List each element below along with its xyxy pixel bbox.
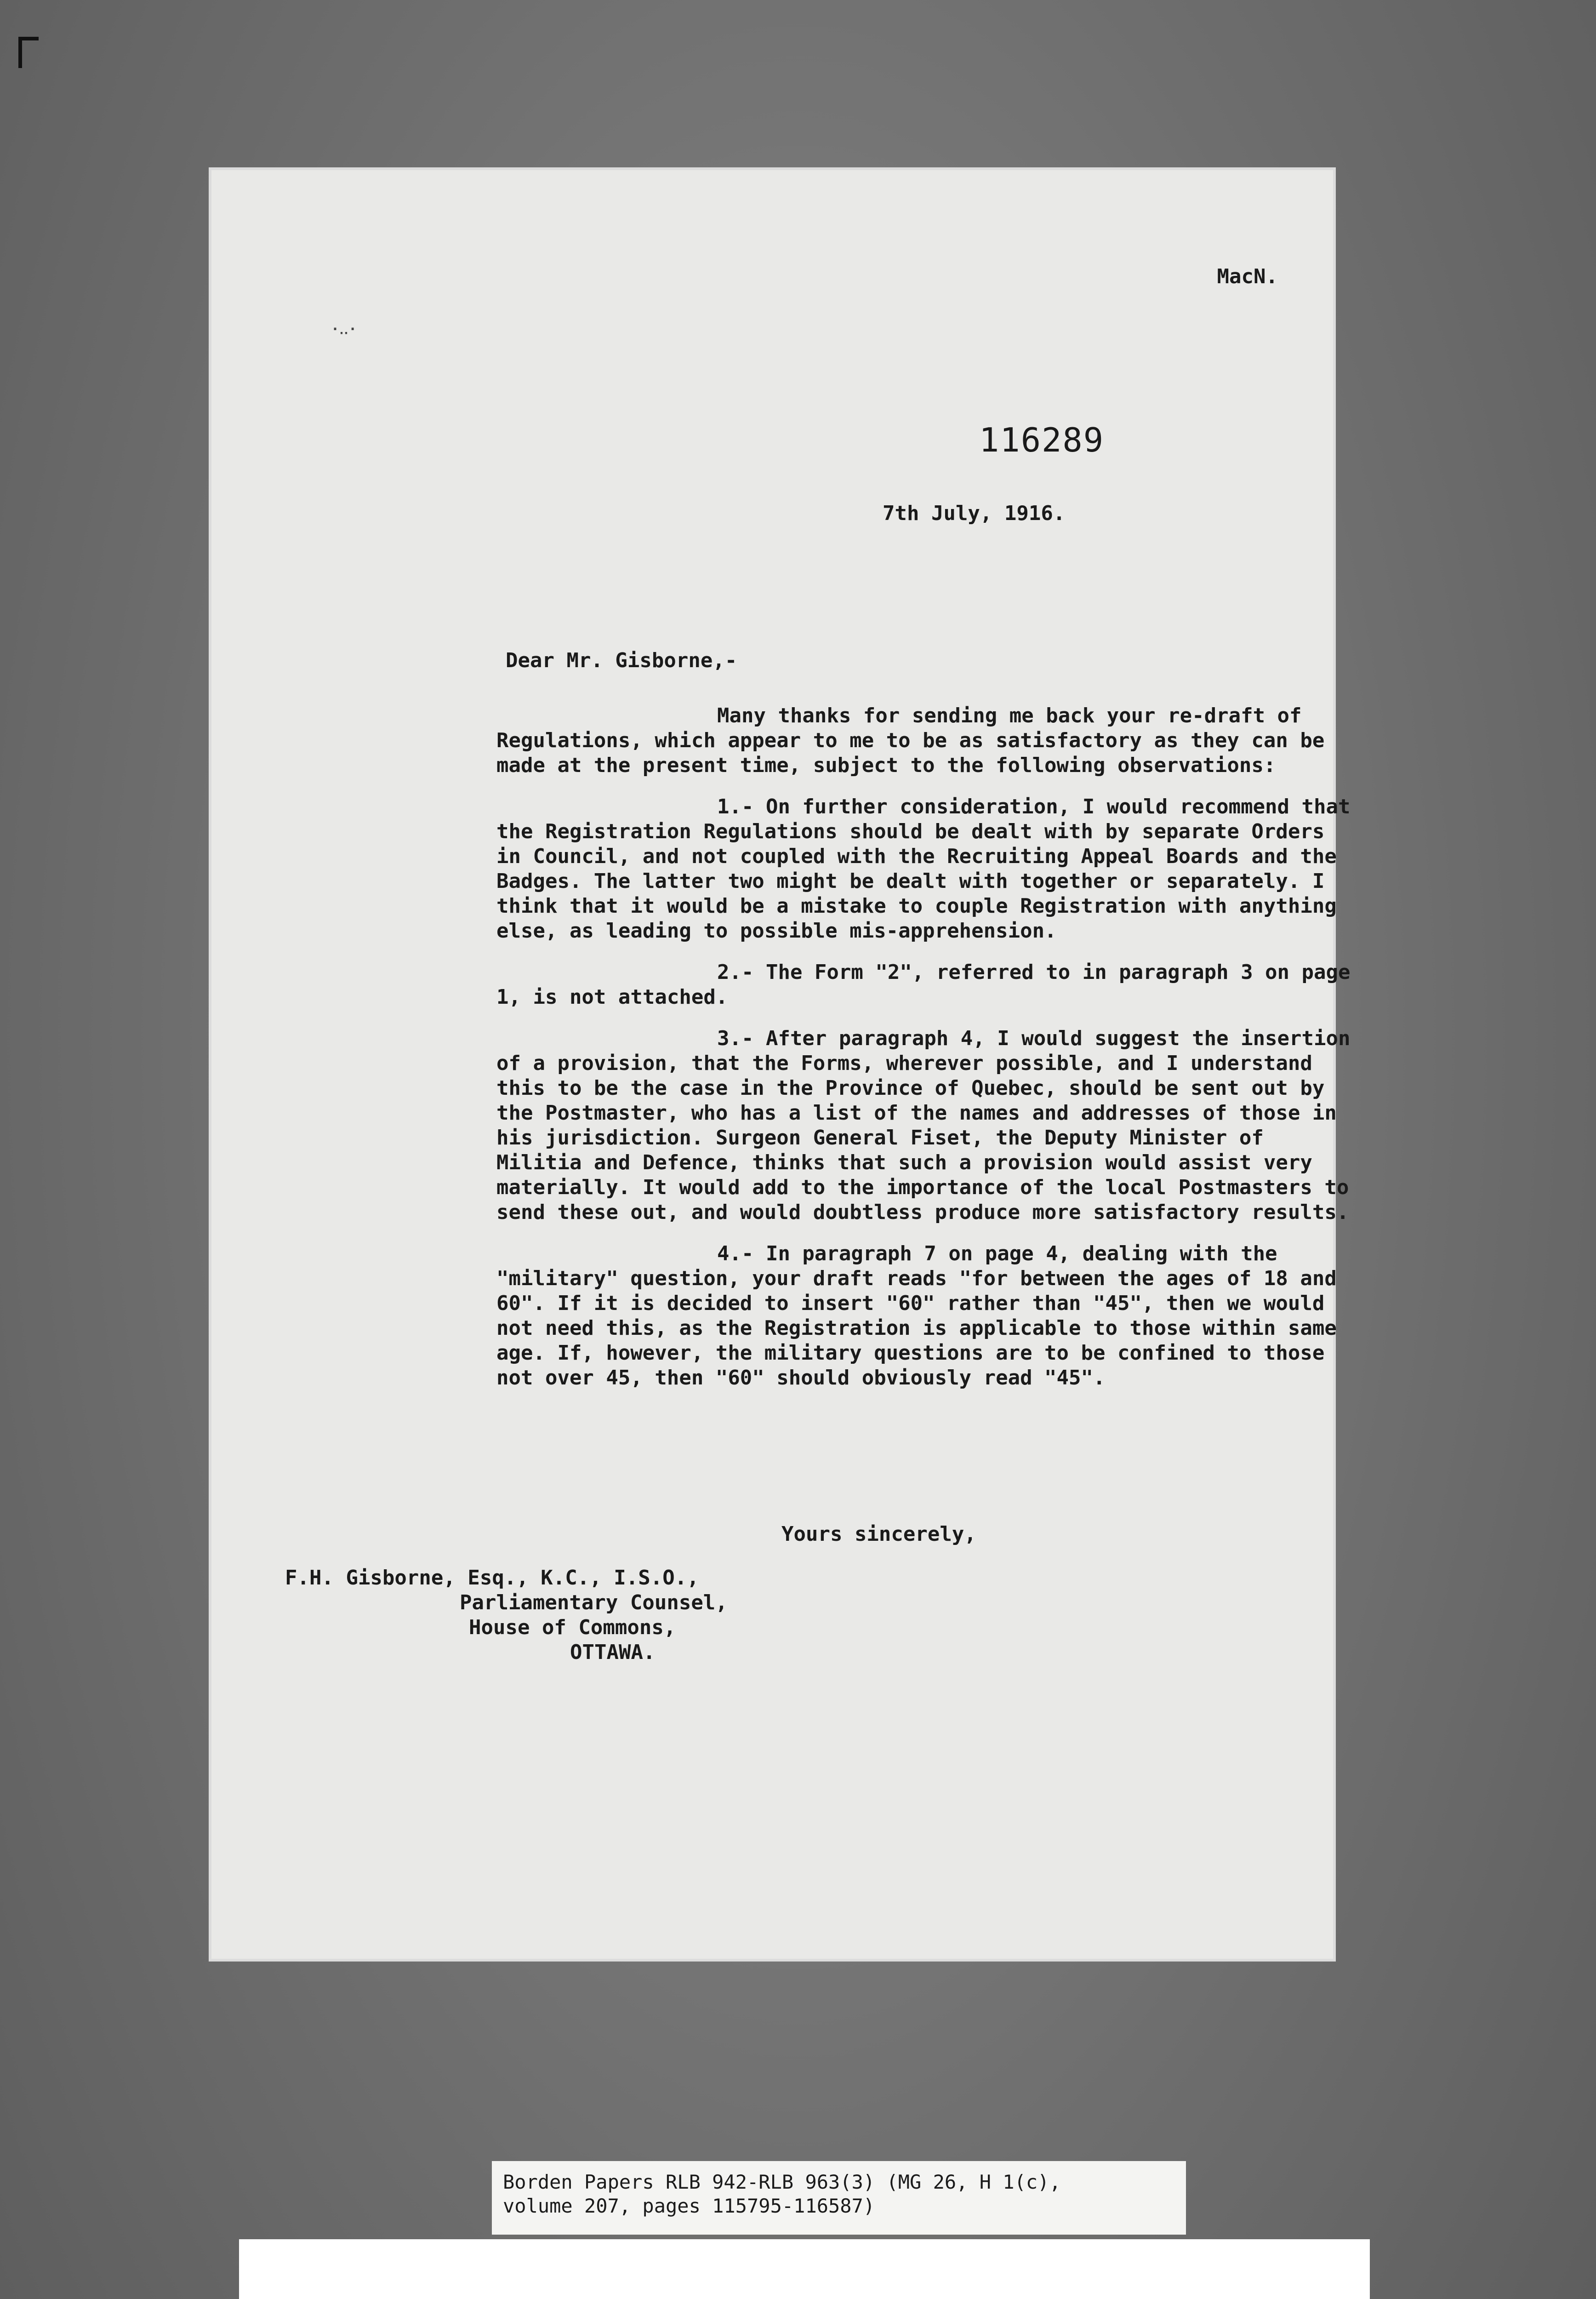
archive-citation <box>492 2161 1186 2235</box>
paragraph-text: Many thanks for sending me back your re-draft of Regulations, which appear to me to be as satisfactory as they can be made at the present time, subject to the following observations: <box>496 704 1325 777</box>
paragraph-text: 2.- The Form "2", referred to in paragraph 3 on page 1, is not attached. <box>496 961 1351 1009</box>
letter-date: 7th July, 1916. <box>883 502 1066 525</box>
salutation: Dear Mr. Gisborne,- <box>506 649 737 672</box>
paragraph-3 <box>496 1026 1351 1225</box>
paragraph-2 <box>496 960 1351 1010</box>
reference-initials: MacN. <box>1217 265 1278 288</box>
address-line: Parliamentary Counsel, <box>460 1591 728 1614</box>
paragraph-intro <box>496 703 1351 778</box>
citation-line: volume 207, pages 115795-116587) <box>503 2195 875 2217</box>
paragraph-1 <box>496 795 1351 944</box>
paragraph-text: 3.- After paragraph 4, I would suggest the insertion of a provision, that the Forms, wherever possible, and I understand this to be the case in the Province of Quebec, should be sent out by the Postmaster, who has a list of the names and addresses of those in his jurisdiction. Surgeon General Fiset, the Deputy Minister of Militia and Defence, thinks that such a provision would assist very materially. It would add to the importance of the local Postmasters to send these out, and would doubtless produce more satisfactory results. <box>496 1027 1351 1224</box>
paragraph-4 <box>496 1241 1351 1390</box>
address-line: OTTAWA. <box>570 1641 656 1664</box>
recipient-address <box>285 1566 728 1665</box>
paragraph-text: 4.- In paragraph 7 on page 4, dealing with the "military" question, your draft reads "for between the ages of 18 and 60". If it is decided to insert "60" rather than "45", then we would not need this, as the Registration is applicable to those within same age. If, however, the military questions are to be confined to those not over 45, then "60" should obviously read "45". <box>496 1242 1337 1390</box>
letter-page <box>211 170 1351 1959</box>
citation-line: Borden Papers RLB 942-RLB 963(3) (MG 26, H 1(c), <box>503 2171 1061 2193</box>
closing: Yours sincerely, <box>781 1522 976 1546</box>
ink-smudge: ·‥· <box>331 321 357 337</box>
address-line: House of Commons, <box>469 1616 676 1639</box>
film-corner-mark <box>18 37 39 68</box>
letter-body <box>496 703 1351 1407</box>
paragraph-text: 1.- On further consideration, I would recommend that the Registration Regulations should be dealt with by separate Orders in Council, and not coupled with the Recruiting Appeal Boards and the Badges. The latter two might be dealt with together or separately. I think that it would be a mistake to couple Registration with anything else, as leading to possible mis-apprehension. <box>496 795 1351 943</box>
archives-label <box>239 2239 1370 2299</box>
document-number: 116289 <box>979 421 1105 459</box>
address-line: F.H. Gisborne, Esq., K.C., I.S.O., <box>285 1566 699 1590</box>
